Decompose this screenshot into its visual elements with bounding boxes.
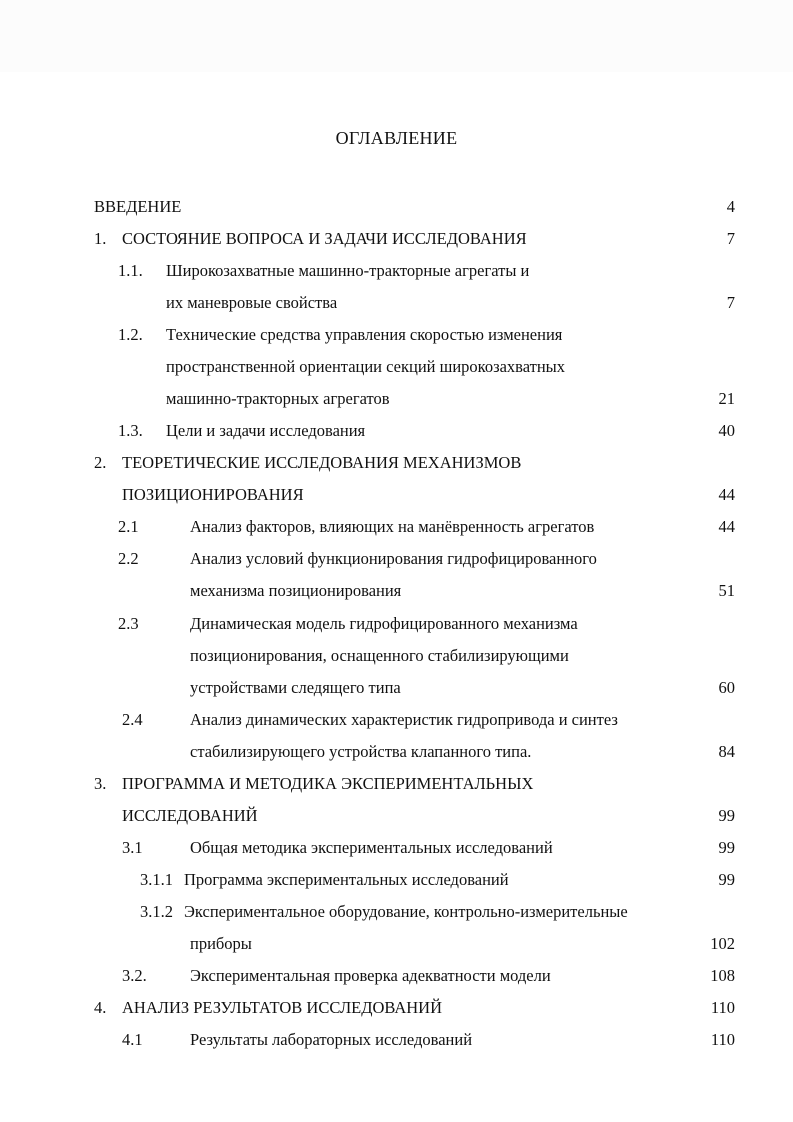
toc-number: 2.3 — [118, 614, 139, 633]
toc-number: 2. — [94, 453, 107, 472]
toc-title: ТЕОРЕТИЧЕСКИЕ ИССЛЕДОВАНИЯ МЕХАНИЗМОВ — [122, 453, 522, 472]
toc-page-number: 99 — [718, 870, 735, 889]
toc-number: 1.2. — [118, 325, 143, 344]
toc-number: 4.1 — [122, 1030, 143, 1049]
toc-title: Программа экспериментальных исследований — [184, 870, 509, 889]
toc-number: 1.1. — [118, 261, 143, 280]
toc-title: Анализ динамических характеристик гидропривода и синтез — [190, 710, 618, 729]
toc-title-continuation: устройствами следящего типа — [190, 678, 401, 697]
toc-page-number: 110 — [710, 1030, 735, 1049]
toc-number: 3.1 — [122, 838, 143, 857]
toc-title: Общая методика экспериментальных исследований — [190, 838, 553, 857]
toc-number: 3.2. — [122, 966, 147, 985]
toc-number: 3.1.2 — [140, 902, 173, 921]
page-title: ОГЛАВЛЕНИЕ — [335, 128, 458, 148]
toc-page-number: 108 — [710, 966, 735, 985]
toc-page-number: 60 — [718, 678, 735, 697]
scan-margin — [0, 0, 793, 72]
toc-title: Экспериментальное оборудование, контрольно-измерительные — [184, 902, 628, 921]
toc-page-number: 51 — [718, 581, 735, 600]
toc-number: 1. — [94, 229, 107, 248]
toc-page-number: 7 — [726, 229, 735, 248]
toc-number: 1.3. — [118, 421, 143, 440]
toc-title: Анализ условий функционирования гидрофицированного — [190, 549, 597, 568]
toc-title: ПРОГРАММА И МЕТОДИКА ЭКСПЕРИМЕНТАЛЬНЫХ — [122, 774, 534, 793]
toc-title: Экспериментальная проверка адекватности модели — [190, 966, 551, 985]
toc-page-number: 21 — [718, 389, 735, 408]
toc-page-number: 99 — [718, 806, 735, 825]
toc-page-number: 110 — [710, 998, 735, 1017]
toc-title: Результаты лабораторных исследований — [190, 1030, 473, 1049]
toc-title-continuation: их маневровые свойства — [166, 293, 338, 312]
toc-title-continuation: механизма позиционирования — [190, 581, 402, 600]
toc-title-continuation: машинно-тракторных агрегатов — [166, 389, 390, 408]
toc-number: 4. — [94, 998, 107, 1017]
toc-title: Широкозахватные машинно-тракторные агрегаты и — [166, 261, 530, 280]
toc-title-continuation: ПОЗИЦИОНИРОВАНИЯ — [122, 485, 304, 504]
toc-number: 3. — [94, 774, 107, 793]
toc-title: Технические средства управления скоростью изменения — [166, 325, 563, 344]
toc-title: ВВЕДЕНИЕ — [94, 197, 182, 216]
toc-page-number: 44 — [718, 517, 735, 536]
toc-page-number: 44 — [718, 485, 735, 504]
toc-page-number: 102 — [710, 934, 735, 953]
toc-title-continuation: пространственной ориентации секций широкозахватных — [166, 357, 566, 376]
toc-page-number: 84 — [718, 742, 735, 761]
toc-page-number: 4 — [726, 197, 735, 216]
toc-title-continuation: стабилизирующего устройства клапанного типа. — [190, 742, 532, 761]
toc-number: 2.1 — [118, 517, 139, 536]
toc-page-number: 40 — [718, 421, 735, 440]
toc-title-continuation: приборы — [190, 934, 252, 953]
toc-title: АНАЛИЗ РЕЗУЛЬТАТОВ ИССЛЕДОВАНИЙ — [122, 998, 443, 1017]
toc-number: 2.4 — [122, 710, 143, 729]
toc-page-number: 99 — [718, 838, 735, 857]
toc-title-continuation: позиционирования, оснащенного стабилизирующими — [190, 646, 569, 665]
toc-number: 2.2 — [118, 549, 139, 568]
toc-page-number: 7 — [726, 293, 735, 312]
toc-title-continuation: ИССЛЕДОВАНИЙ — [122, 806, 258, 825]
toc-title: Анализ факторов, влияющих на манёвренность агрегатов — [190, 517, 595, 536]
toc-title: Динамическая модель гидрофицированного механизма — [190, 614, 578, 633]
toc-number: 3.1.1 — [140, 870, 173, 889]
toc-title: СОСТОЯНИЕ ВОПРОСА И ЗАДАЧИ ИССЛЕДОВАНИЯ — [122, 229, 527, 248]
toc-title: Цели и задачи исследования — [166, 421, 366, 440]
